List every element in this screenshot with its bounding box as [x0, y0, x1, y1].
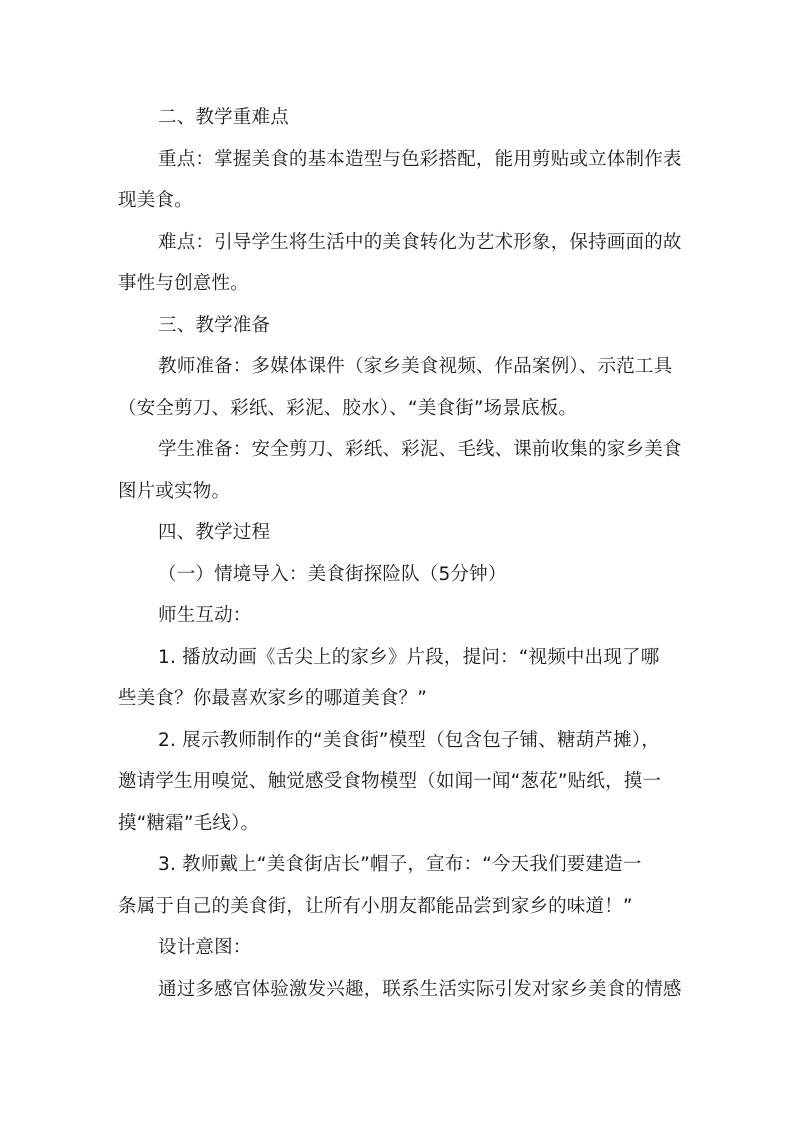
- section-heading-key-points: 二、教学重难点: [158, 107, 289, 128]
- paragraph-line: 重点：掌握美食的基本造型与色彩搭配，能用剪贴或立体制作表: [158, 149, 682, 170]
- paragraph-line: 事性与创意性。: [118, 273, 249, 294]
- section-heading-preparation: 三、教学准备: [158, 315, 271, 336]
- section-heading-process: 四、教学过程: [158, 522, 271, 543]
- subsection-heading: （一）情境导入：美食街探险队（5分钟）: [158, 564, 507, 585]
- paragraph-line: 2. 展示教师制作的“美食街”模型（包含包子铺、糖葫芦摊），: [158, 730, 660, 751]
- paragraph-line: 些美食？你最喜欢家乡的哪道美食？”: [118, 688, 427, 709]
- paragraph-line: 1. 播放动画《舌尖上的家乡》片段，提问：“视频中出现了哪: [158, 647, 660, 668]
- paragraph-line: 邀请学生用嗅觉、触觉感受食物模型（如闻一闻“葱花”贴纸，摸一: [118, 771, 662, 792]
- paragraph-line: 通过多感官体验激发兴趣，联系生活实际引发对家乡美食的情感: [158, 979, 682, 1000]
- paragraph-line: 摸“糖霜”毛线）。: [118, 813, 260, 834]
- paragraph-line: 条属于自己的美食街，让所有小朋友都能品尝到家乡的味道！”: [118, 896, 633, 917]
- paragraph-line: 教师准备：多媒体课件（家乡美食视频、作品案例）、示范工具: [158, 356, 673, 377]
- paragraph-line: 学生准备：安全剪刀、彩纸、彩泥、毛线、课前收集的家乡美食: [158, 439, 682, 460]
- paragraph-line: 现美食。: [118, 190, 193, 211]
- paragraph-line: 师生互动：: [158, 605, 252, 626]
- paragraph-line: 3. 教师戴上“美食街店长”帽子，宣布：“今天我们要建造一: [158, 854, 642, 875]
- paragraph-line: 设计意图：: [158, 937, 252, 958]
- paragraph-line: 图片或实物。: [118, 481, 231, 502]
- paragraph-line: 难点：引导学生将生活中的美食转化为艺术形象，保持画面的故: [158, 232, 682, 253]
- paragraph-line: （安全剪刀、彩纸、彩泥、胶水）、“美食街”场景底板。: [118, 398, 578, 419]
